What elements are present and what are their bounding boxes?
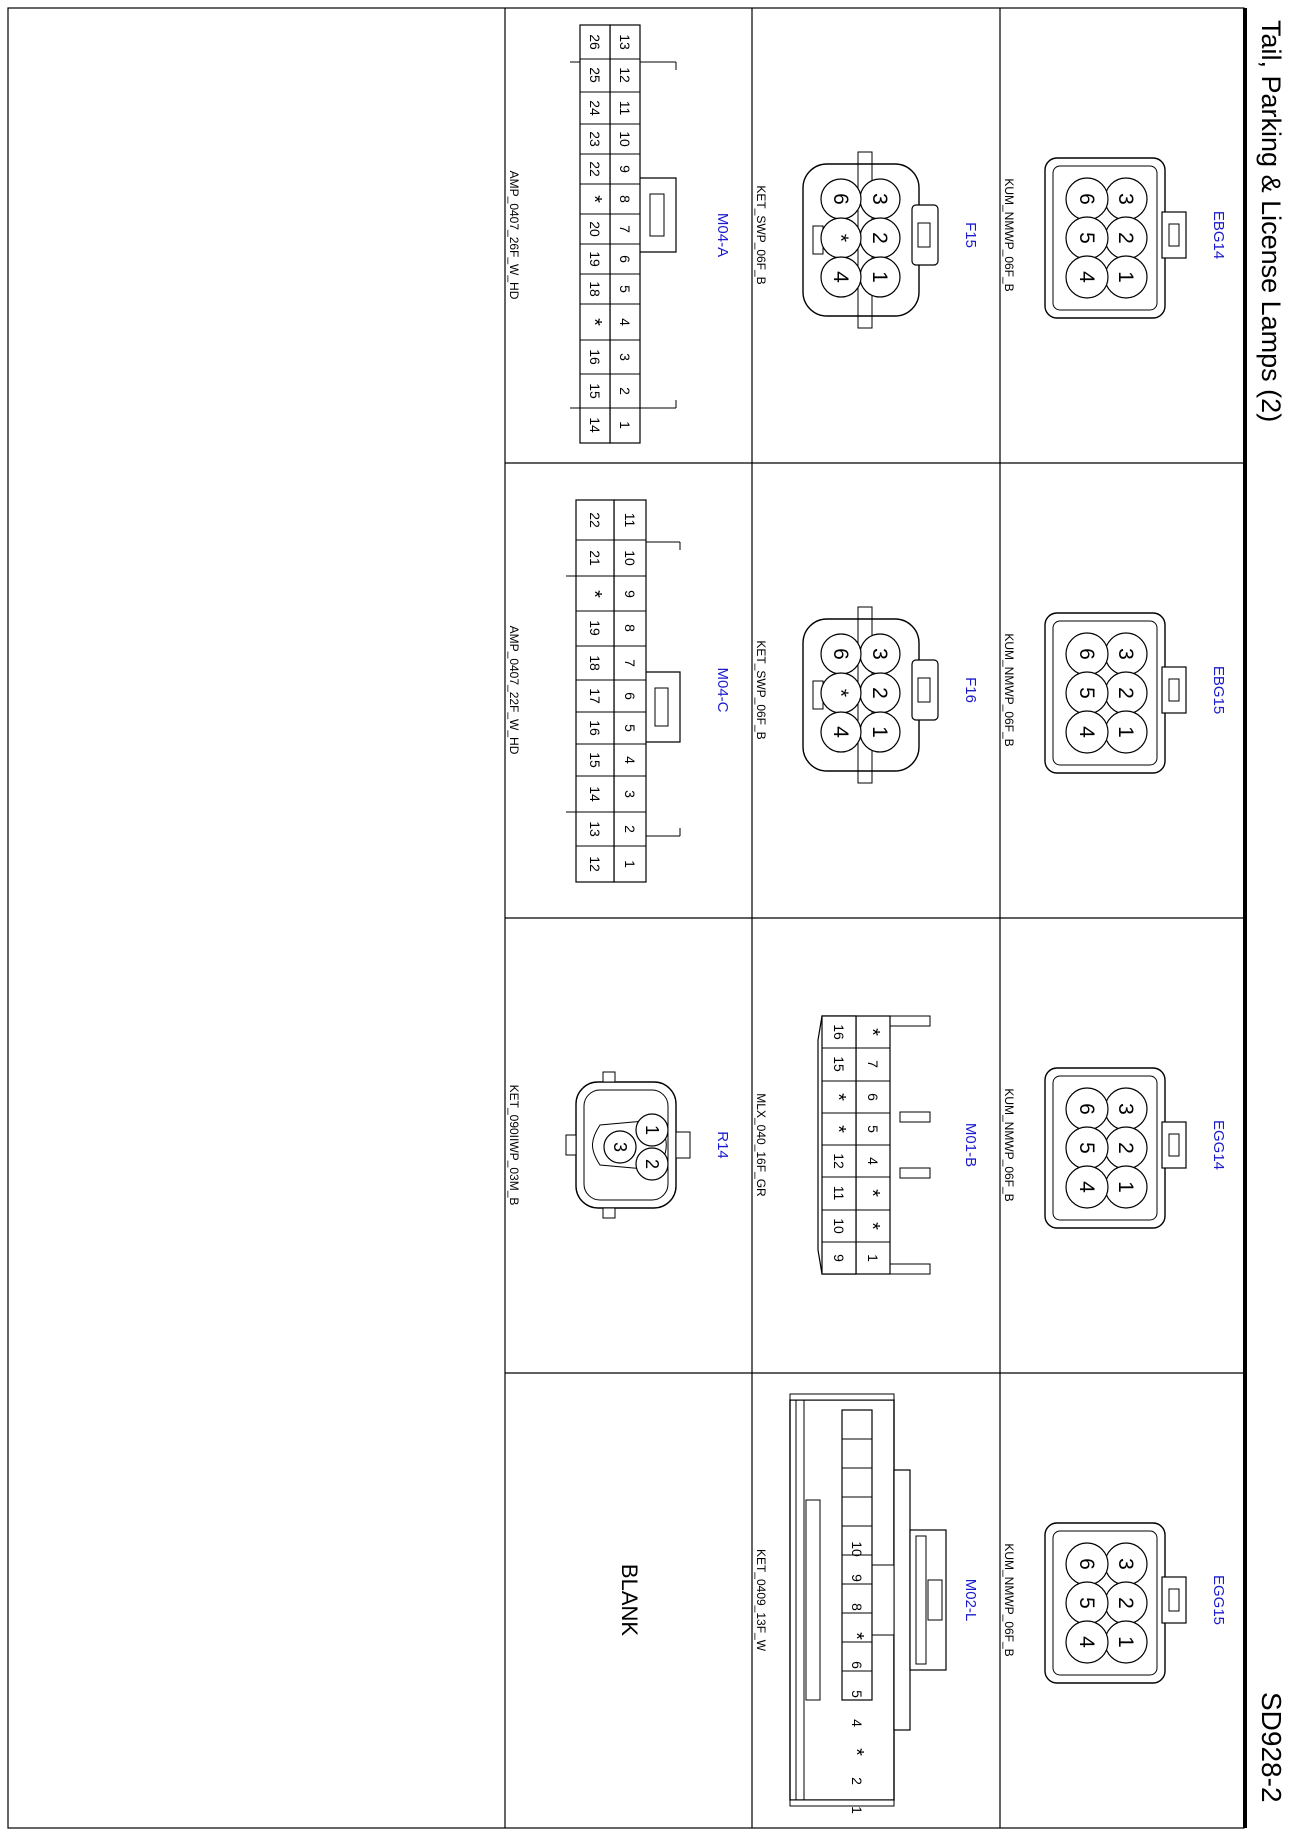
sheet-title: Tail, Parking & License Lamps (2): [1256, 20, 1286, 423]
pin-label: 1: [1114, 726, 1137, 738]
pin-label: 2: [1114, 1597, 1137, 1609]
pin-label: 3: [1114, 1558, 1137, 1570]
pin-label: 1: [849, 1806, 865, 1814]
pin-label: 9: [622, 590, 638, 598]
pin-label: 9: [617, 165, 633, 173]
pin-label: 4: [829, 271, 852, 283]
pin-label: 14: [587, 786, 603, 802]
connector-m02l: [754, 1394, 979, 1820]
pin-label: 6: [1075, 1558, 1098, 1570]
pin-label: 12: [831, 1153, 847, 1169]
pin-label: 1: [868, 271, 891, 283]
pin-label: 1: [1114, 1181, 1137, 1193]
pin-label: 4: [1075, 1181, 1098, 1193]
part-number: KUM_NMWP_06F_B: [1002, 1088, 1016, 1202]
part-number: KET_0409_13F_W: [754, 1548, 768, 1652]
pin-label: 3: [1114, 193, 1137, 205]
pin-label: 11: [831, 1185, 847, 1201]
pin-label: 11: [617, 100, 633, 116]
connector-label: M04-C: [714, 667, 731, 713]
pin-label: 3: [868, 648, 891, 660]
connector-ebg15: [1002, 613, 1227, 773]
pin-label: 16: [587, 720, 603, 736]
pin-label: 7: [617, 225, 633, 233]
part-number: MLX_040_16F_GR: [754, 1093, 768, 1197]
connector-r14: [507, 1072, 731, 1218]
pin-label: *: [845, 1748, 867, 1756]
pin-label: 13: [587, 821, 603, 837]
connector-ebg14: [1002, 158, 1227, 318]
pin-label: 22: [587, 161, 603, 177]
pin-label: 20: [587, 221, 603, 237]
pin-label: 3: [610, 1141, 630, 1153]
pin-label: 3: [1114, 1103, 1137, 1115]
pin-label: 6: [1075, 193, 1098, 205]
pin-label: *: [827, 1125, 849, 1133]
pin-label: 17: [587, 688, 603, 704]
pin-label: 3: [868, 193, 891, 205]
pin-label: 21: [587, 550, 603, 566]
pin-label: 5: [617, 285, 633, 293]
pin-label: *: [861, 1222, 883, 1230]
connector-label: R14: [714, 1131, 731, 1159]
pin-label: 5: [1075, 232, 1098, 244]
pin-label: 5: [1075, 687, 1098, 699]
pin-label: 2: [642, 1158, 662, 1170]
pin-label: 5: [1075, 1142, 1098, 1154]
pin-label: 1: [868, 726, 891, 738]
pin-label: 8: [617, 195, 633, 203]
connector-label: M01-B: [962, 1122, 979, 1168]
connector-m01b: [754, 1016, 979, 1274]
pin-label: *: [829, 688, 852, 698]
connector-label: M02-L: [962, 1578, 979, 1622]
pin-label: 3: [622, 790, 638, 798]
pin-label: 23: [587, 131, 603, 147]
part-number: KET_SWP_06F_B: [754, 185, 768, 285]
pin-label: 5: [865, 1125, 881, 1133]
connector-label: EBG15: [1210, 665, 1227, 715]
pin-label: 4: [829, 726, 852, 738]
pin-label: 16: [831, 1024, 847, 1040]
pin-label: 12: [587, 856, 603, 872]
pin-label: 9: [831, 1254, 847, 1262]
pin-label: 24: [587, 100, 603, 116]
pin-label: 10: [831, 1218, 847, 1234]
sheet-code: SD928-2: [1256, 1692, 1287, 1803]
pin-label: 18: [587, 655, 603, 671]
pin-label: 2: [868, 232, 891, 244]
part-number: KUM_NMWP_06F_B: [1002, 1543, 1016, 1657]
pin-label: 11: [622, 512, 638, 528]
pin-label: 6: [1075, 1103, 1098, 1115]
pin-label: 8: [849, 1603, 865, 1611]
pin-label: *: [845, 1632, 867, 1640]
pin-label: 2: [1114, 232, 1137, 244]
pin-label: 4: [1075, 726, 1098, 738]
pin-label: 19: [587, 251, 603, 267]
pin-label: 4: [617, 318, 633, 326]
pin-label: 4: [1075, 1636, 1098, 1648]
pin-label: 25: [587, 67, 603, 83]
pin-label: 10: [617, 131, 633, 147]
pin-label: 2: [868, 687, 891, 699]
part-number: KET_SWP_06F_B: [754, 640, 768, 740]
connector-label: EBG14: [1210, 210, 1227, 260]
pin-label: 5: [1075, 1597, 1098, 1609]
pin-label: 15: [831, 1056, 847, 1072]
pin-label: 2: [849, 1777, 865, 1785]
pin-label: 4: [622, 756, 638, 764]
pin-label: 12: [617, 67, 633, 83]
pin-label: 2: [617, 387, 633, 395]
part-number: KUM_NMWP_06F_B: [1002, 178, 1016, 292]
pin-label: 6: [849, 1661, 865, 1669]
connector-label: EGG14: [1210, 1119, 1227, 1171]
connector-label: F16: [962, 677, 979, 703]
pin-label: *: [583, 318, 605, 326]
pin-label: *: [861, 1028, 883, 1036]
pin-label: 16: [587, 349, 603, 365]
pin-label: 7: [865, 1060, 881, 1068]
pin-label: 7: [622, 659, 638, 667]
connector-label: F15: [962, 222, 979, 248]
pin-label: 1: [1114, 271, 1137, 283]
pin-label: 10: [849, 1541, 865, 1557]
pin-label: 1: [1114, 1636, 1137, 1648]
pin-label: 1: [642, 1124, 662, 1136]
connector-label: M04-A: [714, 212, 731, 258]
pin-label: 4: [849, 1719, 865, 1727]
connector-m04c: [507, 500, 731, 882]
part-number: AMP_0407_22F_W_HD: [507, 625, 521, 755]
pin-label: 22: [587, 512, 603, 528]
pin-label: 8: [622, 624, 638, 632]
part-number: KET_090IIWP_03M_B: [507, 1084, 521, 1206]
pin-label: 3: [1114, 648, 1137, 660]
pin-label: 6: [829, 193, 852, 205]
pin-label: 6: [622, 692, 638, 700]
pin-label: 26: [587, 34, 603, 50]
connector-label: EGG15: [1210, 1574, 1227, 1626]
pin-label: 2: [1114, 687, 1137, 699]
pin-label: 4: [1075, 271, 1098, 283]
pin-label: 5: [622, 724, 638, 732]
pin-label: 2: [622, 825, 638, 833]
part-number: AMP_0407_26F_W_HD: [507, 170, 521, 300]
connector-f15: [754, 152, 979, 328]
blank-label: BLANK: [617, 1563, 642, 1637]
pin-label: 1: [865, 1254, 881, 1262]
connector-f16: [754, 607, 979, 783]
pin-label: 18: [587, 281, 603, 297]
pin-label: *: [583, 590, 605, 598]
pin-label: 1: [617, 421, 633, 429]
connector-m04a: [507, 25, 731, 443]
pin-label: 13: [617, 34, 633, 50]
pin-label: 5: [849, 1690, 865, 1698]
pin-label: *: [861, 1189, 883, 1197]
pin-label: 6: [1075, 648, 1098, 660]
part-number: KUM_NMWP_06F_B: [1002, 633, 1016, 747]
pin-label: 6: [829, 648, 852, 660]
pin-label: 15: [587, 383, 603, 399]
pin-label: 1: [622, 860, 638, 868]
connector-egg15: [1002, 1523, 1227, 1683]
pin-label: *: [829, 233, 852, 243]
pin-label: 14: [587, 417, 603, 433]
pin-label: 10: [622, 550, 638, 566]
pin-label: 19: [587, 620, 603, 636]
pin-label: 9: [849, 1574, 865, 1582]
pin-label: 3: [617, 353, 633, 361]
connector-egg14: [1002, 1068, 1227, 1228]
pin-label: 6: [617, 255, 633, 263]
pin-label: 6: [865, 1093, 881, 1101]
pin-label: *: [827, 1093, 849, 1101]
pin-label: 2: [1114, 1142, 1137, 1154]
pin-label: 15: [587, 752, 603, 768]
pin-label: 4: [865, 1157, 881, 1165]
pin-label: *: [583, 195, 605, 203]
